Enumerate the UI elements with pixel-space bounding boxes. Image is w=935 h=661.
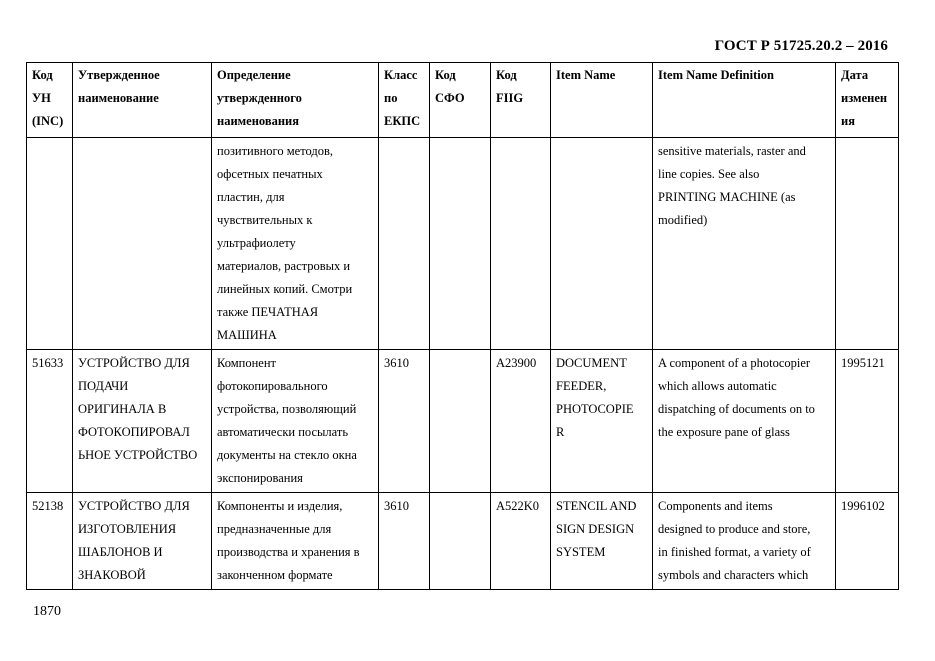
header-col-inc-code [27, 63, 73, 138]
header-col-ekps-class [379, 63, 430, 138]
header-col-name-definition [212, 63, 379, 138]
cell-col-ekps-class [379, 350, 430, 493]
cell-text-line: фотокопировального [217, 379, 328, 393]
cell-text-line: ИЗГОТОВЛЕНИЯ [78, 522, 177, 536]
cell-text-line: ОРИГИНАЛА В [78, 402, 167, 416]
cell-text-line: позитивного методов, [217, 144, 334, 158]
table-body [27, 138, 899, 590]
header-text-line: (INC) [32, 114, 64, 128]
header-text-line: утвержденного [217, 91, 302, 105]
catalog-table [26, 62, 899, 590]
cell-text-line: designed to produce and store, [658, 522, 811, 536]
cell-text-line: пластин, для [217, 190, 285, 204]
table-row [27, 493, 899, 590]
cell-col-ekps-class [379, 138, 430, 350]
cell-text-line: Компонент [217, 356, 276, 370]
header-col-sfo-code [430, 63, 491, 138]
cell-text-line: 3610 [384, 356, 409, 370]
cell-text-line: ФОТОКОПИРОВАЛ [78, 425, 190, 439]
cell-text-line: dispatching of documents on to [658, 402, 815, 416]
cell-text-line: modified) [658, 213, 708, 227]
cell-col-fiig-code [491, 493, 551, 590]
cell-col-change-date [836, 493, 899, 590]
header-text-line: Код [32, 68, 53, 82]
cell-text-line: DOCUMENT [556, 356, 627, 370]
cell-col-inc-code [27, 493, 73, 590]
cell-col-fiig-code [491, 138, 551, 350]
cell-text-line: ПОДАЧИ [78, 379, 129, 393]
cell-text-line: Components and items [658, 499, 773, 513]
header-text-line: Класс [384, 68, 418, 82]
cell-col-approved-name [73, 493, 212, 590]
cell-text-line: 3610 [384, 499, 409, 513]
cell-col-change-date [836, 350, 899, 493]
cell-text-line: офсетных печатных [217, 167, 323, 181]
cell-text-line: устройства, позволяющий [217, 402, 357, 416]
cell-text-line: SYSTEM [556, 545, 606, 559]
cell-col-item-name-definition [653, 493, 836, 590]
cell-text-line: ЬНОЕ УСТРОЙСТВО [78, 448, 198, 462]
table-row [27, 350, 899, 493]
cell-text-line: Компоненты и изделия, [217, 499, 343, 513]
cell-text-line: производства и хранения в [217, 545, 360, 559]
header-text-line: Код [496, 68, 517, 82]
cell-text-line: A23900 [496, 356, 537, 370]
cell-text-line: 1995121 [841, 356, 885, 370]
cell-col-item-name-definition [653, 138, 836, 350]
cell-col-item-name [551, 350, 653, 493]
cell-col-approved-name [73, 350, 212, 493]
header-text-line: Определение [217, 68, 291, 82]
cell-col-ekps-class [379, 493, 430, 590]
cell-text-line: документы на стекло окна [217, 448, 357, 462]
cell-text-line: symbols and characters which [658, 568, 809, 582]
cell-text-line: which allows automatic [658, 379, 777, 393]
header-text-line: ЕКПС [384, 114, 421, 128]
cell-text-line: УСТРОЙСТВО ДЛЯ [78, 499, 190, 513]
header-text-line: наименование [78, 91, 159, 105]
cell-text-line: SIGN DESIGN [556, 522, 635, 536]
header-text-line: Дата [841, 68, 869, 82]
header-text-line: Код [435, 68, 456, 82]
cell-text-line: также ПЕЧАТНАЯ [217, 305, 319, 319]
cell-text-line: линейных копий. Смотри [217, 282, 353, 296]
cell-text-line: PRINTING MACHINE (as [658, 190, 796, 204]
header-text-line: УН [32, 91, 51, 105]
cell-text-line: 52138 [32, 499, 64, 513]
cell-col-name-definition [212, 138, 379, 350]
cell-col-change-date [836, 138, 899, 350]
document-standard-header: ГОСТ Р 51725.20.2 – 2016 [714, 38, 888, 54]
cell-col-sfo-code [430, 350, 491, 493]
cell-text-line: 1996102 [841, 499, 885, 513]
cell-text-line: FEEDER, [556, 379, 607, 393]
header-text-line: Item Name [556, 68, 616, 82]
header-col-change-date [836, 63, 899, 138]
cell-col-name-definition [212, 493, 379, 590]
cell-text-line: sensitive materials, raster and [658, 144, 806, 158]
table-row [27, 138, 899, 350]
cell-col-inc-code [27, 350, 73, 493]
cell-col-item-name [551, 138, 653, 350]
page-number: 1870 [33, 604, 61, 619]
cell-col-fiig-code [491, 350, 551, 493]
header-text-line: Item Name Definition [658, 68, 774, 82]
cell-col-approved-name [73, 138, 212, 350]
cell-text-line: STENCIL AND [556, 499, 637, 513]
cell-text-line: чувствительных к [217, 213, 313, 227]
cell-text-line: PHOTOCOPIE [556, 402, 634, 416]
header-col-approved-name [73, 63, 212, 138]
cell-col-inc-code [27, 138, 73, 350]
cell-text-line: ультрафиолету [217, 236, 296, 250]
cell-text-line: the exposure pane of glass [658, 425, 790, 439]
cell-col-sfo-code [430, 493, 491, 590]
header-text-line: изменен [841, 91, 888, 105]
header-text-line: наименования [217, 114, 300, 128]
cell-col-sfo-code [430, 138, 491, 350]
cell-text-line: экспонирования [217, 471, 303, 485]
cell-col-item-name [551, 493, 653, 590]
cell-text-line: line copies. See also [658, 167, 760, 181]
cell-col-name-definition [212, 350, 379, 493]
cell-text-line: in finished format, a variety of [658, 545, 811, 559]
header-text-line: ия [841, 114, 855, 128]
cell-text-line: A component of a photocopier [658, 356, 811, 370]
cell-text-line: R [556, 425, 565, 439]
cell-col-item-name-definition [653, 350, 836, 493]
header-text-line: по [384, 91, 398, 105]
header-text-line: Утвержденное [78, 68, 160, 82]
cell-text-line: законченном формате [217, 568, 333, 582]
header-col-item-name [551, 63, 653, 138]
cell-text-line: 51633 [32, 356, 64, 370]
cell-text-line: A522K0 [496, 499, 540, 513]
cell-text-line: МАШИНА [217, 328, 277, 342]
cell-text-line: ШАБЛОНОВ И [78, 545, 163, 559]
cell-text-line: автоматически посылать [217, 425, 349, 439]
header-text-line: СФО [435, 91, 465, 105]
header-col-item-name-definition [653, 63, 836, 138]
header-col-fiig-code [491, 63, 551, 138]
table-header-row [27, 63, 899, 138]
cell-text-line: ЗНАКОВОЙ [78, 568, 146, 582]
header-text-line: FIIG [496, 91, 524, 105]
cell-text-line: УСТРОЙСТВО ДЛЯ [78, 356, 190, 370]
cell-text-line: предназначенные для [217, 522, 332, 536]
cell-text-line: материалов, растровых и [217, 259, 351, 273]
